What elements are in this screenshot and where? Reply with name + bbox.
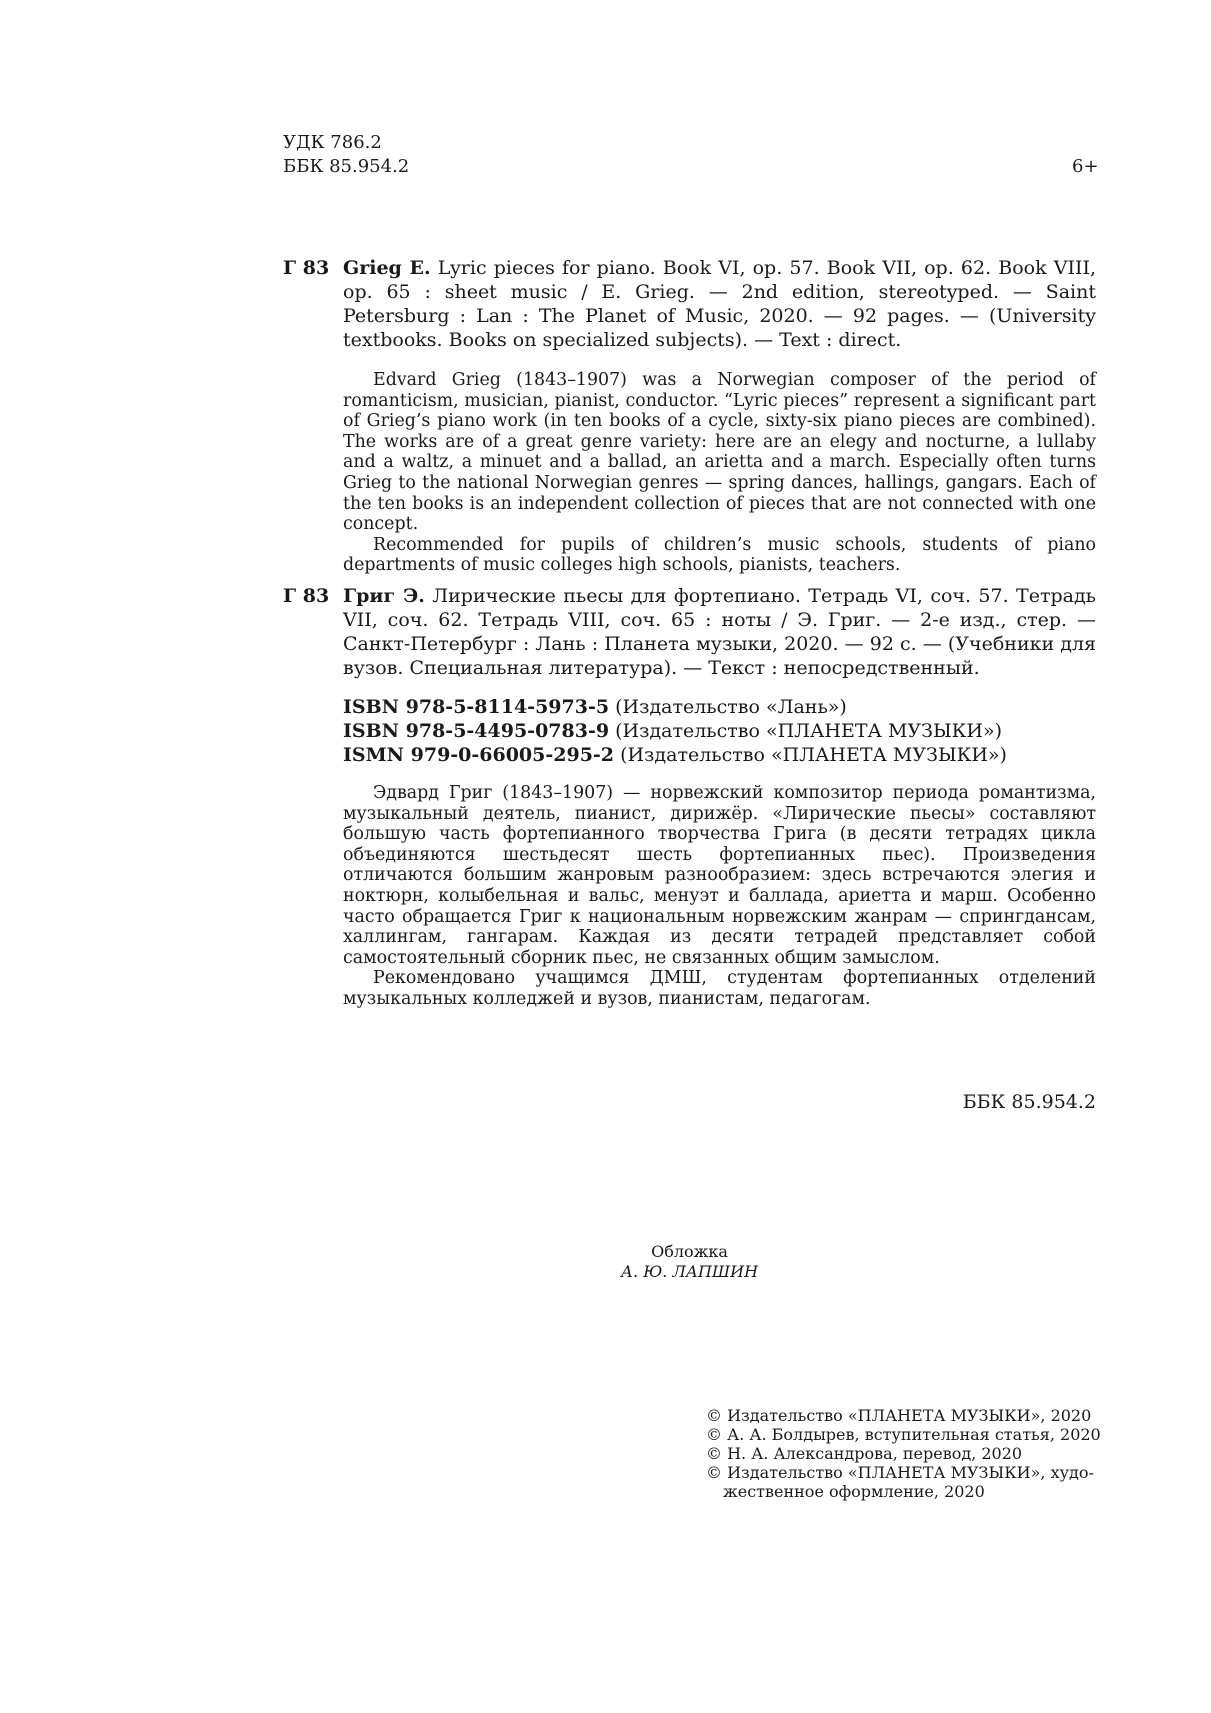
copyright-line: © Н. А. Александрова, перевод, 2020 xyxy=(706,1444,1023,1463)
english-annotation xyxy=(343,370,1096,576)
russian-citation xyxy=(283,584,1096,680)
copyright-line-continued: жественное оформление, 2020 xyxy=(723,1482,985,1501)
copyright-line: © Издательство «ПЛАНЕТА МУЗЫКИ», худо- xyxy=(706,1463,1094,1482)
identifier-row: ISBN 978-5-4495-0783-9 (Издательство «ПЛАНЕТА МУЗЫКИ») xyxy=(343,720,1002,742)
author-name: Григ Э. xyxy=(343,585,425,607)
cover-label: Обложка xyxy=(651,1242,728,1261)
annotation-paragraph: Эдвард Григ (1843–1907) — норвежский композитор периода романтизма, музыкальный деятель, пианист, дирижёр. «Лирические пьесы» составляют большую часть фортепианного творчества Грига (в десяти тетрадях цикла объединяются шестьдесят шесть фортепианных пьес). Произведения отличаются большим жанровым разнообразием: здесь встречаются элегия и ноктюрн, колыбельная и вальс, менуэт и баллада, ариетта и марш. Особенно часто обращается Григ к национальным норвежским жанрам — спрингдансам, халлингам, гангарам. Каждая из десяти тетрадей представляет собой самостоятельный сборник пьес, не связанных общим замыслом. xyxy=(343,783,1096,968)
annotation-paragraph: Edvard Grieg (1843–1907) was a Norwegian composer of the period of romanticism, musician, pianist, conductor. “Lyric pieces” represent a significant part of Grieg’s piano work (in ten books of a cycle, sixty-six piano pieces are combined). The works are of a great genre variety: here are an elegy and nocturne, a lullaby and a waltz, a minuet and a ballad, an arietta and a march. Especially often turns Grieg to the national Norwegian genres — spring dances, hallings, gangars. Each of the ten books is an independent collection of pieces that are not connected with one concept. xyxy=(343,370,1096,535)
bbk-footer-code: ББК 85.954.2 xyxy=(962,1091,1096,1113)
citation-text: Lyric pieces for piano. Book VI, op. 57. Book VII, op. 62. Book VIII, op. 65 : sheet music / E. Grieg. — 2nd edition, stereotyped. — Saint Petersburg : Lan : The Planet of Music, 2020. — 92 pages. — (University textbooks. Books on specialized subjects). — Text : direct. xyxy=(343,257,1097,351)
russian-entry xyxy=(283,584,1096,1010)
classification-codes xyxy=(283,131,409,179)
author-mark: Г 83 xyxy=(283,257,330,279)
identifier-row: ISMN 979-0-66005-295-2 (Издательство «ПЛАНЕТА МУЗЫКИ») xyxy=(343,744,1007,766)
author-name: Grieg E. xyxy=(343,257,431,279)
copyright-line: © Издательство «ПЛАНЕТА МУЗЫКИ», 2020 xyxy=(706,1406,1092,1425)
copyright-notices xyxy=(706,1406,1101,1501)
cover-designer: А. Ю. ЛАПШИН xyxy=(620,1262,759,1281)
author-mark: Г 83 xyxy=(283,585,330,607)
english-entry xyxy=(283,256,1096,576)
identifier-row: ISBN 978-5-8114-5973-5 (Издательство «Лань») xyxy=(343,696,847,718)
annotation-recommendation: Recommended for pupils of children’s music schools, students of piano departments of music colleges high schools, pianists, teachers. xyxy=(343,534,1096,576)
english-citation xyxy=(283,256,1096,352)
cover-credit xyxy=(283,1242,1096,1282)
bbk-code: ББК 85.954.2 xyxy=(283,156,410,177)
russian-annotation xyxy=(343,783,1096,1010)
age-rating: 6+ xyxy=(1072,156,1099,177)
udk-code: УДК 786.2 xyxy=(283,132,382,153)
identifier-list xyxy=(343,695,1096,767)
annotation-recommendation: Рекомендовано учащимся ДМШ, студентам фортепианных отделений музыкальных колледжей и вузов, пианистам, педагогам. xyxy=(343,968,1096,1009)
citation-text: Лирические пьесы для фортепиано. Тетрадь VI, соч. 57. Тетрадь VII, соч. 62. Тетрадь VIII, соч. 65 : ноты / Э. Григ. — 2-е изд., стер. — Санкт-Петербург : Лань : Планета музыки, 2020. — 92 с. — (Учебники для вузов. Специальная литература). — Текст : непосредственный. xyxy=(343,585,1097,679)
copyright-line: © А. А. Болдырев, вступительная статья, 2020 xyxy=(706,1425,1101,1444)
